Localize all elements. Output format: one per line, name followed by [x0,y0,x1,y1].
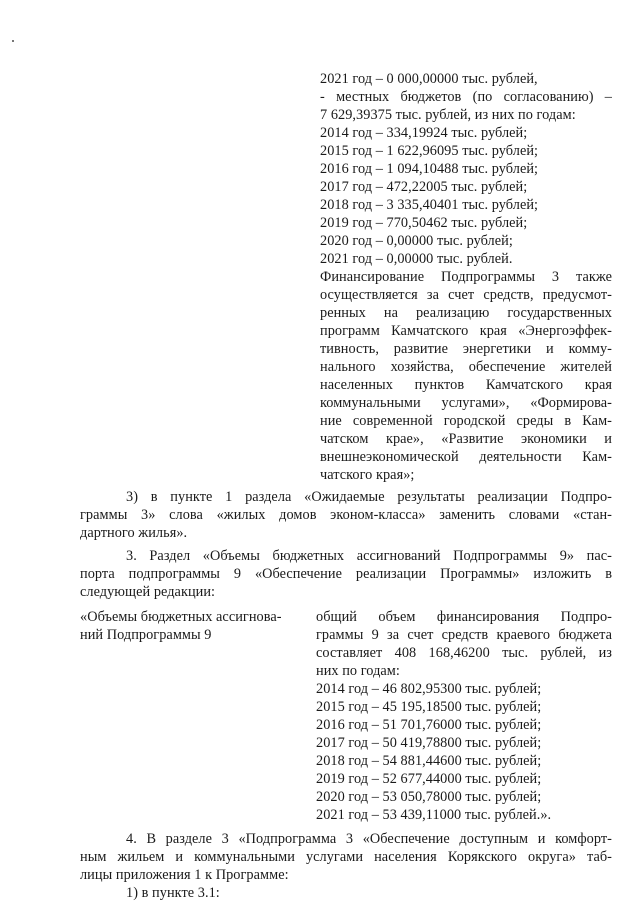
text-line: программ Камчатского края «Энергоэффек- [320,323,612,339]
text-line: лицы приложения 1 к Программе: [80,867,289,883]
text-line: ным жильем и коммунальными услугами населения Корякского округа» таб- [80,849,612,865]
text-line: чатском крае», «Развитие экономики и [320,431,612,447]
text-line: 2018 год – 3 335,40401 тыс. рублей; [320,197,539,213]
text-line: 2020 год – 53 050,78000 тыс. рублей; [316,789,542,805]
text-line: «Объемы бюджетных ассигнова- [80,609,282,625]
text-line: 4. В разделе 3 «Подпрограмма 3 «Обеспечение доступным и комфорт- [126,831,612,847]
text-line: 2015 год – 1 622,96095 тыс. рублей; [320,143,539,159]
text-line: ренных на реализацию государственных [320,305,612,321]
text-line: 2014 год – 334,19924 тыс. рублей; [320,125,528,141]
text-line: 2019 год – 52 677,44000 тыс. рублей; [316,771,542,787]
text-line: 2016 год – 1 094,10488 тыс. рублей; [320,161,539,177]
text-line: составляет 408 168,46200 тыс. рублей, из [316,645,612,661]
text-line: населенных пунктов Камчатского края [320,377,612,393]
text-line: чатского края»; [320,467,415,483]
text-line: 3. Раздел «Объемы бюджетных ассигнований Подпрограммы 9» пас- [126,548,612,564]
text-line: 2014 год – 46 802,95300 тыс. рублей; [316,681,542,697]
text-line: Финансирование Подпрограммы 3 также [320,269,612,285]
text-line: осуществляется за счет средств, предусмот- [320,287,612,303]
text-line: 2017 год – 50 419,78800 тыс. рублей; [316,735,542,751]
text-line: тивность, развитие энергетики и комму- [320,341,612,357]
text-line: ний Подпрограммы 9 [80,627,212,643]
text-line: порта подпрограммы 9 «Обеспечение реализации Программы» изложить в [80,566,612,582]
text-line: 2021 год – 53 439,11000 тыс. рублей.». [316,807,552,823]
text-line: 2021 год – 0 000,00000 тыс. рублей, [320,71,538,87]
text-line: ние современной городской среды в Кам- [320,413,612,429]
text-line: 7 629,39375 тыс. рублей, из них по годам: [320,107,576,123]
text-line: нального хозяйства, обеспечение жителей [320,359,612,375]
text-line: внешнеэкономической деятельности Кам- [320,449,612,465]
text-line: 2017 год – 472,22005 тыс. рублей; [320,179,528,195]
text-line: - местных бюджетов (по согласованию) – [320,89,612,105]
text-line: 2018 год – 54 881,44600 тыс. рублей; [316,753,542,769]
text-line: 1) в пункте 3.1: [126,885,220,901]
scan-speck [12,40,14,42]
text-line: 2020 год – 0,00000 тыс. рублей; [320,233,513,249]
text-line: дартного жилья». [80,525,188,541]
text-line: граммы 9 за счет средств краевого бюджета [316,627,612,643]
text-line: 2019 год – 770,50462 тыс. рублей; [320,215,528,231]
text-line: 2015 год – 45 195,18500 тыс. рублей; [316,699,542,715]
text-line: граммы 3» слова «жилых домов эконом-класса» заменить словами «стан- [80,507,612,523]
text-line: них по годам: [316,663,400,679]
text-line: следующей редакции: [80,584,216,600]
text-line: общий объем финансирования Подпро- [316,609,612,625]
text-line: 3) в пункте 1 раздела «Ожидаемые результаты реализации Подпро- [126,489,612,505]
text-line: коммунальными услугами», «Формирова- [320,395,612,411]
text-line: 2021 год – 0,00000 тыс. рублей. [320,251,513,267]
text-line: 2016 год – 51 701,76000 тыс. рублей; [316,717,542,733]
